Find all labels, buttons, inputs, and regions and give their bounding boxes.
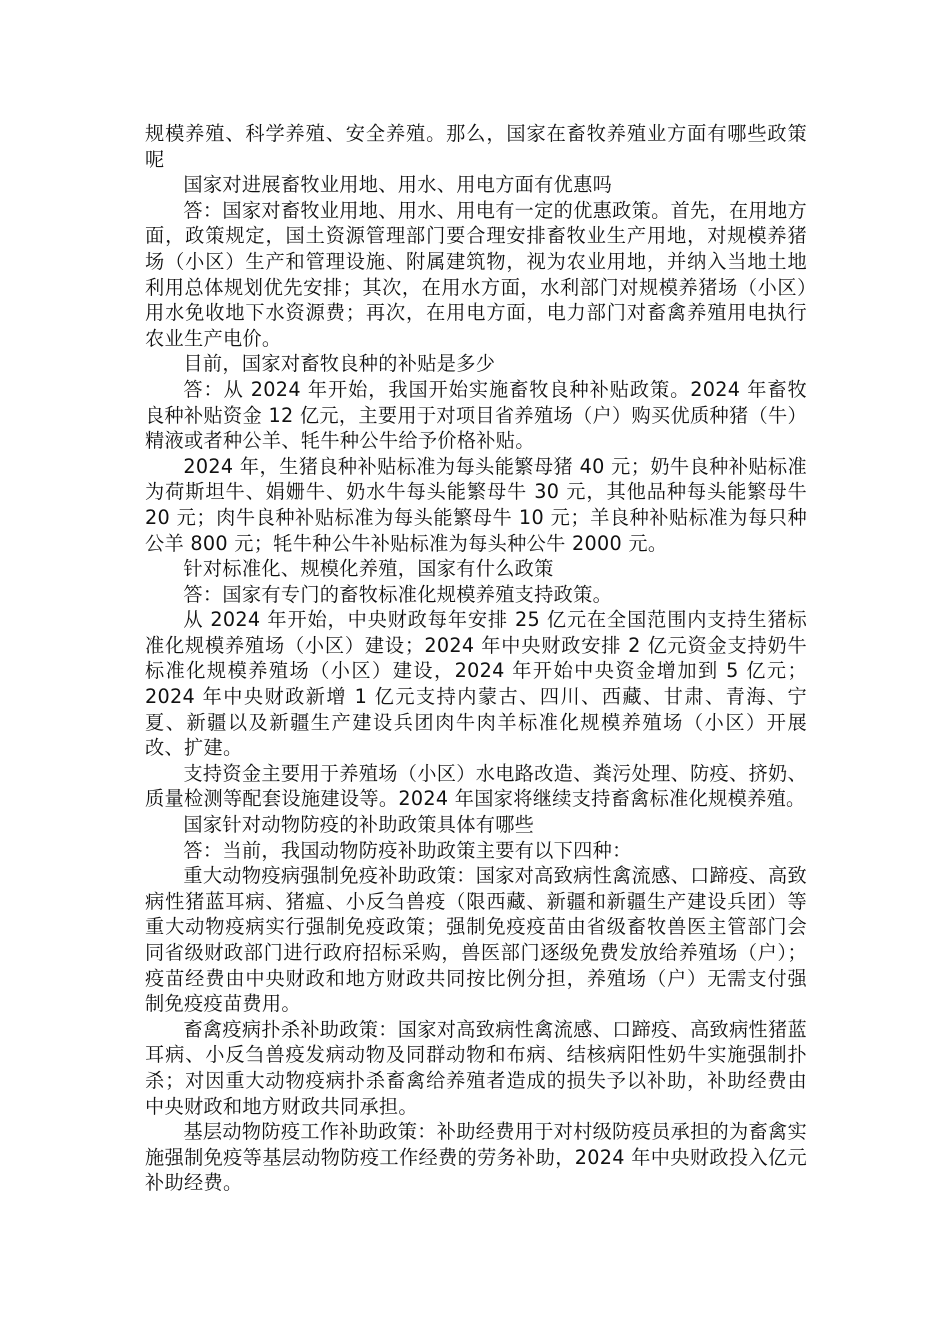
answer-standardized-farming: 答：国家有专门的畜牧标准化规模养殖支持政策。 (183, 582, 613, 606)
question-breed-subsidy: 目前，国家对畜牧良种的补贴是多少 (183, 352, 496, 376)
document-body (145, 121, 807, 1196)
answer-epidemic-prevention: 答：当前，我国动物防疫补助政策主要有以下四种： (183, 838, 632, 862)
intro-paragraph: 规模养殖、科学养殖、安全养殖。那么，国家在畜牧养殖业方面有哪些政策呢 (145, 122, 807, 171)
culling-subsidy-policy: 畜禽疫病扑杀补助政策：国家对高致病性禽流感、口蹄疫、高致病性猪蓝耳病、小反刍兽疫发病动物及同群动物和布病、结核病阳性奶牛实施强制扑杀；对因重大动物疫病扑杀畜禽给养殖者造成的损失予以补助，补助经费由中央财政和地方财政共同承担。 (145, 1017, 807, 1118)
grassroots-prevention-policy: 基层动物防疫工作补助政策：补助经费用于对村级防疫员承担的为畜禽实施强制免疫等基层动物防疫工作经费的劳务补助，2024 年中央财政投入亿元补助经费。 (145, 1120, 807, 1195)
answer-breed-subsidy: 答：从 2024 年开始，我国开始实施畜牧良种补贴政策。2024 年畜牧良种补贴资金 12 亿元，主要用于对项目省养殖场（户）购买优质种猪（牛）精液或者种公羊、牦牛种公牛给予价格补贴。 (145, 377, 807, 453)
standardized-farming-funding: 从 2024 年开始，中央财政每年安排 25 亿元在全国范围内支持生猪标准化规模养殖场（小区）建设；2024 年中央财政安排 2 亿元资金支持奶牛标准化规模养殖场（小区）建设，2024 年开始中央资金增加到 5 亿元；2024 年中央财政新增 1 亿元支持内蒙古、四川、西藏、甘肃、青海、宁夏、新疆以及新疆生产建设兵团肉牛肉羊标准化规模养殖场（小区）开展改、扩建。 (145, 608, 807, 760)
question-epidemic-prevention: 国家针对动物防疫的补助政策具体有哪些 (183, 813, 535, 837)
question-standardized-farming: 针对标准化、规模化养殖，国家有什么政策 (183, 557, 554, 581)
answer-land-water-power: 答：国家对畜牧业用地、用水、用电有一定的优惠政策。首先，在用地方面，政策规定，国土资源管理部门要合理安排畜牧业生产用地，对规模养猪场（小区）生产和管理设施、附属建筑物，视为农业用地，并纳入当地土地利用总体规划优先安排；其次，在用水方面，水利部门对规模养猪场（小区）用水免收地下水资源费；再次，在用电方面，电力部门对畜禽养殖用电执行农业生产电价。 (145, 198, 807, 350)
standardized-farming-fund-use: 支持资金主要用于养殖场（小区）水电路改造、粪污处理、防疫、挤奶、质量检测等配套设施建设等。2024 年国家将继续支持畜禽标准化规模养殖。 (145, 761, 807, 811)
question-land-water-power: 国家对进展畜牧业用地、用水、用电方面有优惠吗 (183, 173, 613, 197)
compulsory-immunization-policy: 重大动物疫病强制免疫补助政策：国家对高致病性禽流感、口蹄疫、高致病性猪蓝耳病、猪瘟、小反刍兽疫（限西藏、新疆和新疆生产建设兵团）等重大动物疫病实行强制免疫政策；强制免疫疫苗由省级畜牧兽医主管部门会同省级财政部门进行政府招标采购，兽医部门逐级免费发放给养殖场（户）；疫苗经费由中央财政和地方财政共同按比例分担，养殖场（户）无需支付强制免疫疫苗费用。 (145, 864, 807, 1016)
breed-subsidy-standards: 2024 年，生猪良种补贴标准为每头能繁母猪 40 元；奶牛良种补贴标准为荷斯坦牛、娟姗牛、奶水牛每头能繁母牛 30 元，其他品种每头能繁母牛 20 元；肉牛良种补贴标准为每头能繁母牛 10 元；羊良种补贴标准为每只种公羊 800 元；牦牛种公牛补贴标准为每头种公牛 2000 元。 (145, 454, 807, 555)
